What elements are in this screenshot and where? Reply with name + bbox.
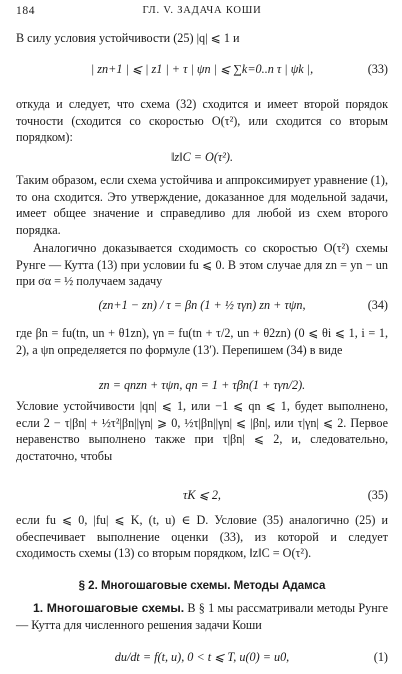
equation-35-number: (35): [367, 488, 388, 502]
paragraph-convergence: откуда и следует, что схема (32) сходится и имеет второй порядок точности (сходится со скоростью O(τ²), или сходится со вторым порядком):: [16, 97, 388, 145]
page-header: [16, 5, 388, 21]
equation-q: [16, 376, 388, 394]
equation-33-formula: | zn+1 | ⩽ | z1 | + τ | ψn | ⩽ ∑k=0..n τ | ψk |,: [90, 62, 314, 76]
paragraph-runge-kutta: Аналогично доказывается сходимость со скоростью O(τ²) схемы Рунге — Кутта (13) при условии fu ⩽ 0. В этом случае для zn = yn − un при σα = ½ получаем задачу: [16, 241, 388, 289]
equation-35-formula: τK ⩽ 2,: [183, 488, 221, 502]
paragraph-multistep-text: В § 1 мы рассматривали методы Рунге — Кутта для численного решения задачи Коши: [16, 601, 388, 632]
equation-norm-formula: ‖z‖C = O(τ²).: [170, 150, 233, 164]
paragraph-condition-35: если fu ⩽ 0, |fu| ⩽ K, (t, u) ∈ D. Условие (35) аналогично (25) и обеспечивает выполнение оценки (33), из которой и следует сходимость схемы (13) со вторым порядком, ‖z‖C = O(τ²).: [16, 513, 388, 561]
subsection-lead: 1. Многошаговые схемы.: [33, 601, 185, 615]
equation-34-formula: (zn+1 − zn) / τ = βn (1 + ½ τγn) zn + τψn,: [98, 298, 306, 312]
equation-35: [16, 486, 388, 504]
equation-34-number: (34): [367, 298, 388, 312]
equation-q-formula: zn = qnzn + τψn, qn = 1 + τβn(1 + τγn/2).: [98, 378, 306, 392]
equation-34: [16, 296, 388, 314]
paragraph-stability-condition: Условие устойчивости |qn| ⩽ 1, или −1 ⩽ qn ⩽ 1, будет выполнено, если 2 − τ|βn| + ½τ²|βn||γn| ⩾ 0, ½τ|βn||γn| ⩽ |βn|, или τ|γn| ⩽ 2. Первое неравенство выполнено также при τ|βn| ⩽ 2, и, следовательно, достаточно, чтобы: [16, 399, 388, 463]
paragraph-multistep: [16, 600, 388, 633]
equation-norm: [16, 148, 388, 166]
running-title: ГЛ. V. ЗАДАЧА КОШИ: [142, 5, 262, 16]
equation-33: [16, 60, 388, 78]
equation-1: [16, 648, 388, 666]
section-title: § 2. Многошаговые схемы. Методы Адамса: [78, 580, 326, 592]
paragraph-conclusion: Таким образом, если схема устойчива и аппроксимирует уравнение (1), то она сходится. Это утверждение, доказанное для модельной задачи, имеет общее значение и справедливо для любой из схем второго порядка.: [16, 173, 388, 237]
paragraph-beta-gamma: где βn = fu(tn, un + θ1zn), γn = fu(tn + τ/2, un + θ2zn) (0 ⩽ θi ⩽ 1, i = 1, 2), а ψn определяется по формуле (13′). Перепишем (34) в виде: [16, 326, 388, 357]
equation-1-number: (1): [373, 650, 388, 664]
equation-33-number: (33): [367, 62, 388, 76]
page-number: 184: [16, 5, 36, 17]
equation-1-formula: du/dt = f(t, u), 0 < t ⩽ T, u(0) = u0,: [114, 650, 290, 664]
paragraph-stability: В силу условия устойчивости (25) |q| ⩽ 1 и: [16, 31, 240, 45]
